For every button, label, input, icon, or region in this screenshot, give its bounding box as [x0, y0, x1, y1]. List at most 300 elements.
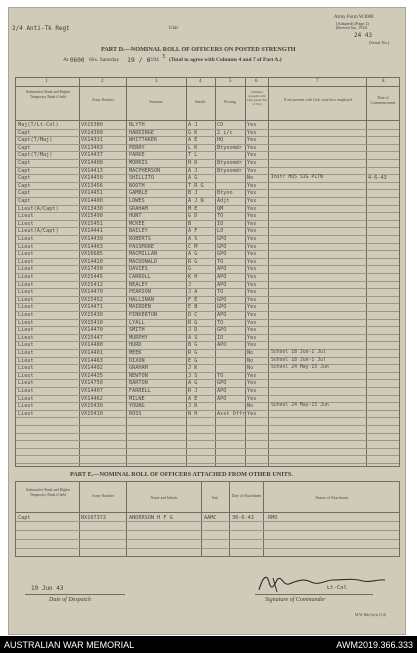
cell-yes: Yes	[247, 281, 257, 288]
cell-name: MEEK	[129, 350, 142, 356]
cell-name: BAILEY	[129, 228, 148, 235]
cell-post: APO	[217, 281, 227, 288]
cell-rank: Capt	[18, 129, 31, 136]
e-header-unit: Unit	[211, 496, 219, 500]
col-number: 8	[382, 79, 385, 84]
cell-num: VX14331	[81, 137, 103, 144]
cell-yes: Yes	[247, 137, 257, 144]
cell-name: SMITH	[129, 327, 145, 334]
cell-name: ROSS	[129, 410, 142, 417]
cell-post: Btyoomdr	[217, 167, 242, 174]
cell-yes: Yes	[247, 144, 257, 151]
row-rule	[16, 448, 399, 449]
cell-init: E B	[188, 304, 198, 311]
cell-name: SHILLITO	[129, 175, 154, 182]
cell-init: J	[188, 281, 192, 288]
cell-rank: Capt(T/Maj)	[18, 152, 53, 159]
col-number: 6	[255, 79, 258, 84]
cell-post: TO	[217, 289, 224, 296]
cell-init: A J	[188, 122, 198, 128]
col-number: 4	[199, 79, 202, 84]
signature-label: Signature of Commander	[265, 597, 326, 603]
cell-post: GPO	[217, 236, 227, 242]
table-row	[16, 251, 399, 259]
cell-rank: Capt	[18, 167, 31, 174]
cell-name: HURD	[129, 342, 142, 349]
cell-yes: Yes	[247, 342, 257, 349]
table-row	[16, 396, 399, 404]
cell-num: VX15412	[81, 281, 103, 288]
cell-name: NEWTON	[129, 372, 148, 379]
cell-init: A G	[188, 251, 198, 258]
cell-rank: Lieut	[18, 236, 34, 242]
e-unit: AAMC	[204, 515, 217, 521]
cell-yes: Yes	[247, 334, 257, 341]
cell-yes: Yes	[247, 327, 257, 334]
cell-yes: Yes	[247, 296, 257, 303]
roll-rows	[16, 121, 399, 465]
cell-yes: Yes	[247, 167, 257, 174]
cell-yes: Yes	[247, 228, 257, 235]
row-rule	[16, 433, 399, 434]
footer-right: AWM2019.366.333	[336, 640, 413, 650]
cell-init: M E	[188, 205, 198, 212]
cell-num: VX14463	[81, 357, 103, 364]
unit-label: Unit	[169, 26, 178, 31]
cell-rank: Lieut(A/Capt)	[18, 205, 59, 212]
cell-yes: No	[247, 350, 254, 356]
at-year-typed: 3	[162, 54, 166, 60]
cell-emp: Instr HQS SIG PLTN	[271, 175, 323, 181]
table-row	[16, 130, 399, 138]
table-row	[16, 206, 399, 214]
e-header-date: Date of Attachment	[231, 494, 262, 498]
table-row	[16, 327, 399, 335]
cell-yes: Yes	[247, 274, 257, 280]
e-name: ANDERSON H F G	[129, 515, 173, 521]
cell-init: A G	[188, 175, 198, 182]
cell-init: N H	[188, 410, 198, 417]
cell-post: GPO	[217, 251, 227, 258]
cell-name: FARRELL	[129, 388, 151, 394]
cell-post: Adjt	[217, 198, 230, 204]
cell-num: VX14492	[81, 365, 103, 372]
table-row	[16, 358, 399, 366]
cell-rank: Lieut	[18, 266, 34, 273]
cell-rank: Capt	[18, 160, 31, 166]
cell-yes: Yes	[247, 160, 257, 166]
cell-name: MORRIS	[129, 160, 148, 166]
cell-yes: Yes	[247, 319, 257, 326]
cell-post: APO	[217, 274, 227, 280]
col-header-surname: Surname	[149, 100, 163, 104]
cell-yes: Yes	[247, 129, 257, 136]
cell-yes: Yes	[247, 380, 257, 387]
cell-num: VX14462	[81, 395, 103, 402]
cell-name: MURPHY	[129, 334, 148, 341]
cell-rank: Maj(T/Lt-Col)	[18, 122, 59, 128]
cell-rank: Lieut	[18, 289, 34, 296]
cell-init: H R	[188, 160, 198, 166]
cell-init: R G	[188, 319, 198, 326]
cell-post: 2 i/c	[217, 129, 233, 136]
e-date: 30-6-43	[232, 515, 254, 521]
form-adapted: (Adapted) (Page 2)	[336, 21, 369, 26]
cell-num: VX14439	[81, 236, 103, 242]
table-row	[16, 137, 399, 145]
cell-name: MACDONALD	[129, 258, 158, 265]
cell-name: BARTON	[129, 380, 148, 387]
cell-rank: Lieut	[18, 334, 34, 341]
e-header-nature: Nature of Attachment	[315, 496, 349, 500]
cell-num: VX15410	[81, 319, 103, 326]
cell-post: HQ	[217, 137, 224, 144]
cell-name: DAVIES	[129, 266, 148, 273]
col-header-employed: If not present with Unit, state how employed	[284, 98, 352, 102]
cell-name: LYALL	[129, 319, 145, 326]
cell-num: VX15445	[81, 274, 103, 280]
cell-post: TO	[217, 372, 224, 379]
cell-init: A J N	[188, 198, 204, 204]
col-number: 3	[155, 79, 158, 84]
serial-label: (Serial No.)	[369, 40, 390, 45]
table-row	[16, 297, 399, 305]
cell-name: LOWES	[129, 198, 145, 204]
cell-init: J D	[188, 327, 198, 334]
row-rule	[16, 463, 399, 464]
table-row	[16, 411, 399, 419]
table-row	[16, 259, 399, 267]
cell-init: K H	[188, 274, 198, 280]
cell-num: VX14470	[81, 327, 103, 334]
cell-num: VX14471	[81, 304, 103, 311]
cell-post: IO	[217, 334, 224, 341]
cell-rank: Lieut	[18, 258, 34, 265]
cell-num: VX14480	[81, 342, 103, 349]
cell-post: APO	[217, 266, 227, 273]
printer-note: M.W. Bdr (sic)s (1/4)	[355, 613, 386, 617]
e-nature: RMO	[268, 515, 278, 521]
cell-yes: Yes	[247, 198, 257, 204]
cell-rank: Lieut	[18, 350, 34, 356]
cell-init: T R G	[188, 182, 204, 189]
cell-rank: Capt	[18, 144, 31, 151]
table-row	[16, 221, 399, 229]
cell-post: TO	[217, 258, 224, 265]
cell-name: ROBERTS	[129, 236, 151, 242]
cell-yes: Yes	[247, 372, 257, 379]
cell-post: GPO	[217, 327, 227, 334]
cell-yes: Yes	[247, 152, 257, 159]
cell-rank: Capt	[18, 198, 31, 204]
part-d-table	[15, 77, 400, 467]
footer-left: AUSTRALIAN WAR MEMORIAL	[4, 640, 135, 650]
col-number: 7	[316, 79, 319, 84]
table-row	[16, 266, 399, 274]
cell-rank: Capt	[18, 175, 31, 182]
cell-num: VX15430	[81, 312, 103, 318]
cell-name: HARDINGE	[129, 129, 154, 136]
cell-yes: No	[247, 365, 254, 372]
cell-rank: Lieut	[18, 319, 34, 326]
cell-post: APO	[217, 388, 227, 394]
cell-yes: Yes	[247, 251, 257, 258]
cell-rank: Lieut	[18, 395, 34, 402]
cell-name: HALLINAN	[129, 296, 154, 303]
part-e-title: PART E.—NOMINAL ROLL OF OFFICERS ATTACHED FROM OTHER UNITS.	[70, 471, 293, 478]
unit-typed: 2/4 Anti-Tk Regt	[12, 25, 70, 32]
cell-post: GPO	[217, 380, 227, 387]
cell-rank: Capt	[18, 182, 31, 189]
table-row	[16, 168, 399, 176]
cell-init: G	[188, 266, 192, 273]
cell-num: VX14450	[81, 175, 103, 182]
cell-yes: Yes	[247, 395, 257, 402]
col-number: 1	[45, 79, 48, 84]
cell-emp: School 18 Jun-1 Jul	[271, 357, 326, 363]
cell-yes: Yes	[247, 243, 257, 250]
cell-name: YOUNG	[129, 403, 145, 410]
col-header-date: Date of Commencement	[370, 96, 396, 105]
col-header-posting: Posting	[224, 100, 236, 104]
cell-yes: No	[247, 175, 254, 182]
cell-init: C M	[188, 243, 198, 250]
cell-name: DIXON	[129, 357, 145, 364]
cell-name: MACPHERSON	[129, 167, 161, 174]
table-row	[16, 274, 399, 282]
cell-num: VX13463	[81, 144, 103, 151]
table-row	[16, 365, 399, 373]
cell-post: QM	[217, 205, 224, 212]
despatch-date: 19 Jun 43	[31, 585, 64, 592]
table-row	[16, 304, 399, 312]
e-rank: Capt	[18, 515, 31, 521]
cell-num: VX14400	[81, 160, 103, 166]
cell-yes: Yes	[247, 220, 257, 227]
cell-rank: Lieut	[18, 251, 34, 258]
cell-yes: Yes	[247, 182, 257, 189]
cell-yes: Yes	[247, 205, 257, 212]
cell-name: GRAHAM	[129, 205, 148, 212]
cell-num: VX16685	[81, 251, 103, 258]
cell-emp: School 24 May-15 Jun	[271, 365, 329, 371]
cell-name: PINKERTON	[129, 312, 158, 318]
cell-num: VX13430	[81, 205, 103, 212]
cell-init: G D	[188, 213, 198, 220]
cell-name: MACMILLAN	[129, 251, 158, 258]
cell-post: GPO	[217, 304, 227, 311]
cell-rank: Capt(T/Maj)	[18, 137, 53, 144]
cell-rank: Lieut	[18, 342, 34, 349]
part-e-table	[15, 481, 400, 557]
archive-footer	[0, 636, 417, 653]
cell-num: VX14437	[81, 152, 103, 159]
cell-num: VX14407	[81, 388, 103, 394]
cell-name: MAIRDEN	[129, 304, 151, 311]
cell-init: R G	[188, 350, 198, 356]
cell-rank: Lieut	[18, 380, 34, 387]
cell-rank: Lieut	[18, 410, 34, 417]
cell-yes: Yes	[247, 304, 257, 311]
cell-init: A S	[188, 236, 198, 242]
table-row	[16, 190, 399, 198]
cell-init: J K	[188, 365, 198, 372]
table-row	[16, 236, 399, 244]
cell-post: IO	[217, 220, 224, 227]
cell-init: J S	[188, 372, 198, 379]
table-row	[16, 373, 399, 381]
cell-name: GAMBLE	[129, 190, 148, 197]
cell-rank: Lieut	[18, 357, 34, 364]
cell-num: VX14441	[81, 228, 103, 235]
cell-num: VX15451	[81, 220, 103, 227]
cell-num: VX14420	[81, 258, 103, 265]
e-header-rank: Substantive Rank and Higher Temporary Rank if held	[25, 488, 71, 497]
table-row	[16, 213, 399, 221]
cell-name: MCKEE	[129, 220, 145, 227]
col-header-rank: Substantive Rank and Higher Temporary Rank if held	[25, 90, 71, 99]
cell-post: GPO	[217, 296, 227, 303]
table-row	[16, 312, 399, 320]
cell-yes: Yes	[247, 236, 257, 242]
table-row	[16, 350, 399, 358]
form-revised: (Revised Jan., 1943)	[336, 26, 368, 30]
cell-name: BOOTH	[129, 182, 145, 189]
e-header-name: Name and Initials	[150, 496, 178, 500]
cell-yes: Yes	[247, 289, 257, 296]
cell-num: VX15452	[81, 296, 103, 303]
table-row	[16, 228, 399, 236]
at-day: Hrs. Saturday	[89, 57, 120, 63]
cell-rank: Lieut	[18, 243, 34, 250]
cell-num: VX15490	[81, 213, 103, 220]
cell-yes: Yes	[247, 388, 257, 394]
cell-post: Btyoomdr	[217, 160, 242, 166]
cell-init: T L	[188, 152, 198, 159]
cell-init: J R	[188, 403, 198, 410]
cell-yes: Yes	[247, 312, 257, 318]
cell-rank: Lieut	[18, 304, 34, 311]
cell-num: VX14435	[81, 372, 103, 379]
cell-num: VX14750	[81, 380, 103, 387]
at-date: 19 / 6	[127, 56, 151, 64]
cell-post: Asst Offr	[217, 410, 246, 417]
row-rule	[16, 455, 399, 456]
cell-init: B	[188, 220, 192, 227]
cell-post: GPO	[217, 243, 227, 250]
cell-init: A G	[188, 380, 198, 387]
at-time: 0600	[70, 57, 85, 64]
at-prefix: At	[63, 57, 69, 63]
serial-value: 24 43	[354, 32, 373, 39]
table-row	[16, 198, 399, 206]
cell-rank: Lieut	[18, 365, 34, 372]
cell-name: CARROLL	[129, 274, 151, 280]
cell-name: BLYTH	[129, 122, 145, 128]
table-row	[16, 175, 399, 183]
e-header-number: Army Number	[91, 494, 115, 498]
cell-post: TO	[217, 213, 224, 220]
cell-num: VX15380	[81, 122, 103, 128]
cell-init: A E	[188, 137, 198, 144]
cell-init: G K	[188, 129, 198, 136]
table-row	[16, 289, 399, 297]
cell-yes: Yes	[247, 122, 257, 128]
cell-init: D C	[188, 312, 198, 318]
cell-rank: Capt	[18, 190, 31, 197]
cell-emp: School 24 May-15 Jun	[271, 403, 329, 409]
e-number: NX107372	[81, 515, 106, 521]
table-row	[16, 342, 399, 350]
cell-init: E G	[188, 357, 198, 364]
cell-name: GRAHAM	[129, 365, 148, 372]
cell-rank: Lieut	[18, 327, 34, 334]
cell-init: B J	[188, 190, 198, 197]
table-row	[16, 335, 399, 343]
cell-rank: Lieut	[18, 296, 34, 303]
cell-name: BEALEY	[129, 281, 148, 288]
table-row	[16, 122, 399, 130]
cell-yes: Yes	[247, 266, 257, 273]
table-row	[16, 403, 399, 411]
cell-yes: Yes	[247, 213, 257, 220]
cell-rank: Lieut	[18, 403, 34, 410]
cell-name: MILNE	[129, 395, 145, 402]
form-number: Army Form W3008	[334, 15, 374, 20]
cell-rank: Lieut	[18, 213, 34, 220]
table-row	[16, 282, 399, 290]
table-row	[16, 183, 399, 191]
cell-num: VX14400	[81, 198, 103, 204]
row-rule	[16, 440, 399, 441]
cell-date: 4-6-43	[368, 175, 387, 182]
cell-post: APO	[217, 395, 227, 402]
cell-rank: Lieut	[18, 372, 34, 379]
cell-num: VX14451	[81, 190, 103, 197]
cell-init: A S	[188, 334, 198, 341]
cell-name: WHITTAKER	[129, 137, 158, 144]
cell-rank: Lieut	[18, 220, 34, 227]
cell-num: VX14470	[81, 289, 103, 296]
signature-rank: Lt-Col	[327, 585, 347, 591]
cell-init: L K	[188, 144, 198, 151]
cell-num: VX14309	[81, 129, 103, 136]
col-number: 2	[101, 79, 104, 84]
cell-num: VX14401	[81, 350, 103, 356]
cell-rank: Lieut	[18, 312, 34, 318]
cell-yes: No	[247, 357, 254, 364]
despatch-label: Date of Despatch	[49, 597, 91, 603]
cell-num: VX15410	[81, 410, 103, 417]
at-year: /194	[149, 57, 159, 63]
cell-emp: School 18 Jun-1 Jul	[271, 350, 326, 355]
cell-name: PEARSON	[129, 289, 151, 296]
cell-post: APO	[217, 312, 227, 318]
row-rule	[16, 425, 399, 426]
cell-post: TO	[217, 319, 224, 326]
cell-init: A J	[188, 167, 198, 174]
cell-post: Btyoo	[217, 190, 233, 197]
table-row	[16, 145, 399, 153]
cell-name: PARKE	[129, 152, 145, 159]
cell-post: APO	[217, 342, 227, 349]
cell-init: A F	[188, 228, 198, 235]
cell-init: F E	[188, 296, 198, 303]
part-d-title: PART D.—NOMINAL ROLL OF OFFICERS ON POSTED STRENGTH	[101, 46, 296, 53]
col-header-initials: Initials	[195, 100, 206, 104]
cell-yes: Yes	[247, 410, 257, 417]
cell-num: VX13456	[81, 182, 103, 189]
